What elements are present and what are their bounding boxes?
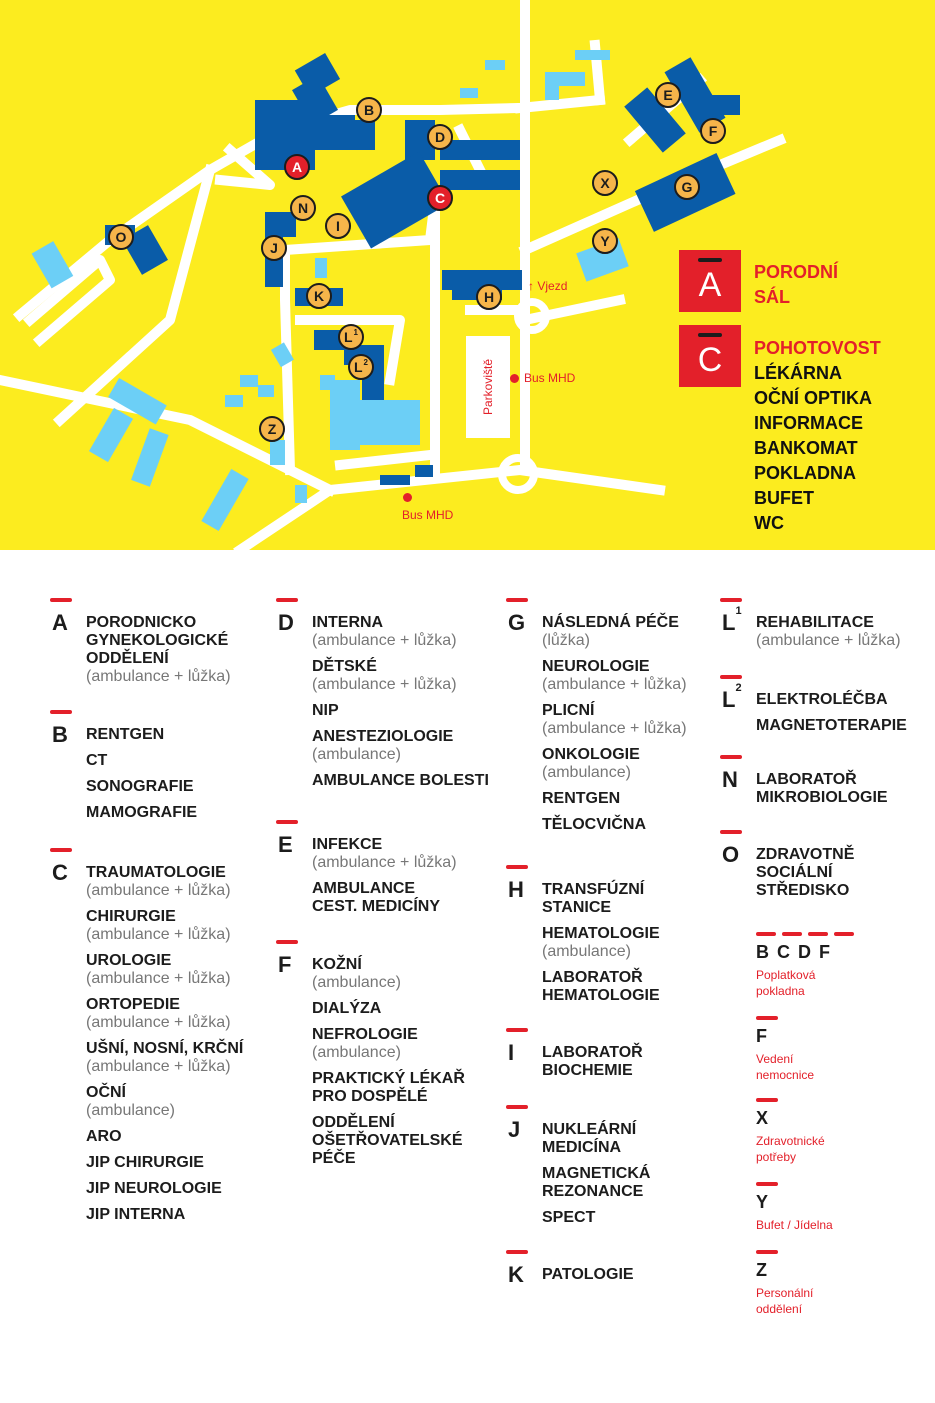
legend-letter: D [278, 610, 294, 635]
department-name: AMBULANCE BOLESTI [312, 772, 489, 789]
department-note: (ambulance) [542, 764, 631, 781]
service-entry [756, 1250, 916, 1317]
department-item [86, 908, 286, 944]
bus-stop-dot [403, 493, 412, 502]
department-item [542, 1165, 742, 1201]
department-name: UŠNÍ, NOSNÍ, KRČNÍ [86, 1040, 244, 1057]
department-name: LABORATOŘ MIKROBIOLOGIE [756, 771, 888, 806]
legend-dash [506, 1105, 528, 1109]
department-item [542, 925, 742, 961]
department-item [312, 880, 512, 916]
department-name: OČNÍ [86, 1084, 126, 1101]
department-item [86, 1128, 286, 1146]
map-marker-a[interactable]: A [284, 154, 310, 180]
department-name: TRAUMATOLOGIE [86, 864, 226, 881]
legend-letter: C [52, 860, 68, 885]
legend-letter: K [508, 1262, 524, 1287]
department-item [86, 752, 286, 770]
service-letters: Y [756, 1192, 777, 1212]
legend-dash [50, 710, 72, 714]
department-name: AMBULANCE CEST. MEDICÍNY [312, 880, 441, 915]
map-marker-i[interactable]: I [325, 213, 351, 239]
service-letters: X [756, 1108, 777, 1128]
department-item [86, 952, 286, 988]
department-item [542, 1044, 742, 1080]
department-name: DĚTSKÉ [312, 658, 377, 675]
entrance-label: ↑ Vjezd [528, 279, 568, 293]
department-item [86, 1206, 286, 1224]
department-item [542, 702, 742, 738]
legend-dash [506, 598, 528, 602]
key-badge-c: C [679, 325, 741, 387]
department-item [756, 771, 935, 807]
department-item [542, 969, 742, 1005]
department-item [86, 778, 286, 796]
department-item [542, 658, 742, 694]
legend-dash [506, 865, 528, 869]
legend-dash [276, 940, 298, 944]
service-description: Personální oddělení [756, 1286, 814, 1316]
legend-dash [50, 598, 72, 602]
department-name: ODDĚLENÍ OŠETŘOVATELSKÉ PÉČE [312, 1114, 463, 1167]
legend [0, 550, 935, 1403]
department-name: PRAKTICKÝ LÉKAŘ PRO DOSPĚLÉ [312, 1070, 465, 1105]
department-note: (ambulance) [312, 1044, 401, 1061]
legend-letter: O [722, 842, 740, 867]
key-c-text: POHOTOVOST LÉKÁRNA OČNÍ OPTIKA INFORMACE BANKOMAT POKLADNA BUFET WC [754, 338, 881, 533]
service-entry [756, 1182, 916, 1233]
bus-stop-label: Bus MHD [402, 508, 454, 522]
service-entry [756, 1016, 916, 1083]
key-a-text: PORODNÍ SÁL [754, 262, 839, 307]
department-note: (ambulance) [312, 746, 401, 763]
department-item [86, 1180, 286, 1198]
department-name: PORODNICKO GYNEKOLOGICKÉ ODDĚLENÍ [86, 614, 229, 667]
map-marker-c[interactable]: C [427, 185, 453, 211]
department-name: JIP CHIRURGIE [86, 1154, 204, 1171]
department-item [756, 614, 935, 650]
legend-letter: $L^2$ [722, 681, 742, 712]
department-note: (ambulance + lůžka) [86, 1014, 231, 1031]
legend-letter: F [278, 952, 292, 977]
legend-letter: G [508, 610, 526, 635]
map-marker-k[interactable]: K [306, 283, 332, 309]
legend-letter: E [278, 832, 293, 857]
department-item [542, 1121, 742, 1157]
department-name: NÁSLEDNÁ PÉČE [542, 614, 679, 631]
department-name: RENTGEN [542, 790, 621, 807]
department-name: LABORATOŘ HEMATOLOGIE [542, 969, 660, 1004]
legend-dash [720, 675, 742, 679]
map-marker-l2[interactable]: L $^2$ [348, 354, 374, 380]
legend-dash [50, 848, 72, 852]
department-item [86, 804, 286, 822]
legend-letter: I [508, 1040, 515, 1065]
department-item [756, 717, 935, 735]
department-name: ORTOPEDIE [86, 996, 180, 1013]
legend-letter: B [52, 722, 68, 747]
department-name: MAGNETOTERAPIE [756, 717, 907, 734]
department-name: JIP INTERNA [86, 1206, 186, 1223]
department-note: (lůžka) [542, 632, 591, 649]
department-note: (ambulance + lůžka) [312, 676, 457, 693]
department-name: JIP NEUROLOGIE [86, 1180, 222, 1197]
service-description: Poplatková pokladna [756, 968, 816, 998]
department-name: RENTGEN [86, 726, 165, 743]
map-marker-g[interactable]: G [674, 174, 700, 200]
department-name: ZDRAVOTNĚ SOCIÁLNÍ STŘEDISKO [756, 846, 855, 899]
department-note: (ambulance) [312, 974, 401, 991]
department-item [756, 691, 935, 709]
department-item [542, 790, 742, 808]
map-marker-l1[interactable]: L $^1$ [338, 324, 364, 350]
department-name: CHIRURGIE [86, 908, 176, 925]
department-item [542, 816, 742, 834]
legend-dash [720, 830, 742, 834]
department-name: PLICNÍ [542, 702, 595, 719]
department-name: NEFROLOGIE [312, 1026, 418, 1043]
department-item [312, 1000, 512, 1018]
department-name: PATOLOGIE [542, 1266, 634, 1283]
parking-label: Parkoviště [481, 358, 495, 416]
department-name: NEUROLOGIE [542, 658, 650, 675]
department-name: NIP [312, 702, 339, 719]
department-item [312, 1026, 512, 1062]
department-note: (ambulance + lůžka) [542, 720, 687, 737]
department-note: (ambulance + lůžka) [86, 970, 231, 987]
legend-dash [276, 820, 298, 824]
map-marker-f[interactable]: F [700, 118, 726, 144]
department-item [312, 1070, 512, 1106]
bus-stop-label: Bus MHD [524, 371, 576, 385]
legend-dash [506, 1028, 528, 1032]
department-item [542, 1266, 742, 1284]
department-name: ANESTEZIOLOGIE [312, 728, 454, 745]
department-item [312, 1114, 512, 1168]
department-name: SONOGRAFIE [86, 778, 194, 795]
department-note: (ambulance + lůžka) [86, 882, 231, 899]
key-badge-a: A [679, 250, 741, 312]
department-name: ARO [86, 1128, 122, 1145]
department-note: (ambulance + lůžka) [86, 668, 231, 685]
department-name: CT [86, 752, 108, 769]
department-item [86, 614, 286, 686]
department-note: (ambulance + lůžka) [86, 1058, 231, 1075]
department-item [86, 1040, 286, 1076]
service-letters: BCDF [756, 942, 838, 962]
service-letters: F [756, 1026, 775, 1046]
department-item [312, 728, 512, 764]
legend-letter: N [722, 767, 738, 792]
map-marker-y[interactable]: Y [592, 228, 618, 254]
department-note: (ambulance) [86, 1102, 175, 1119]
legend-dash [506, 1250, 528, 1254]
department-item [312, 702, 512, 720]
department-item [86, 864, 286, 900]
department-note: (ambulance + lůžka) [542, 676, 687, 693]
department-note: (ambulance) [542, 943, 631, 960]
department-note: (ambulance + lůžka) [312, 854, 457, 871]
department-name: UROLOGIE [86, 952, 172, 969]
department-name: TĚLOCVIČNA [542, 816, 646, 833]
map-marker-z[interactable]: Z [259, 416, 285, 442]
department-name: MAMOGRAFIE [86, 804, 198, 821]
department-name: MAGNETICKÁ REZONANCE [542, 1165, 651, 1200]
map-marker-j[interactable]: J [261, 235, 287, 261]
department-item [542, 881, 742, 917]
department-name: ELEKTROLÉČBA [756, 691, 888, 708]
department-name: DIALÝZA [312, 1000, 382, 1017]
department-item [86, 726, 286, 744]
department-item [542, 746, 742, 782]
legend-letter: J [508, 1117, 521, 1142]
department-name: LABORATOŘ BIOCHEMIE [542, 1044, 643, 1079]
department-note: (ambulance + lůžka) [86, 926, 231, 943]
department-item [312, 956, 512, 992]
map-marker-x[interactable]: X [592, 170, 618, 196]
department-name: KOŽNÍ [312, 956, 362, 973]
legend-letter: H [508, 877, 524, 902]
map-marker-h[interactable]: H [476, 284, 502, 310]
department-item [86, 996, 286, 1032]
department-name: REHABILITACE [756, 614, 874, 631]
legend-dash [276, 598, 298, 602]
department-item [312, 658, 512, 694]
department-item [312, 772, 512, 790]
department-note: (ambulance + lůžka) [756, 632, 901, 649]
service-letters: Z [756, 1260, 775, 1280]
department-name: INFEKCE [312, 836, 383, 853]
department-name: SPECT [542, 1209, 596, 1226]
bus-stop-dot [510, 374, 519, 383]
department-item [86, 1154, 286, 1172]
department-item [756, 846, 935, 900]
legend-dash [720, 755, 742, 759]
department-note: (ambulance + lůžka) [312, 632, 457, 649]
department-item [312, 614, 512, 650]
department-item [86, 1084, 286, 1120]
department-item [542, 1209, 742, 1227]
service-entry [756, 1098, 916, 1165]
department-name: TRANSFÚZNÍ STANICE [542, 881, 645, 916]
map-marker-o[interactable]: O [108, 224, 134, 250]
service-description: Zdravotnické potřeby [756, 1134, 825, 1164]
department-name: ONKOLOGIE [542, 746, 640, 763]
map-marker-d[interactable]: D [427, 124, 453, 150]
department-name: HEMATOLOGIE [542, 925, 660, 942]
legend-letter: A [52, 610, 68, 635]
service-description: Bufet / Jídelna [756, 1218, 833, 1232]
department-name: NUKLEÁRNÍ MEDICÍNA [542, 1121, 637, 1156]
map-marker-b[interactable]: B [356, 97, 382, 123]
legend-dash [720, 598, 742, 602]
service-entry [756, 932, 916, 999]
map-marker-e[interactable]: E [655, 82, 681, 108]
department-item [312, 836, 512, 872]
service-description: Vedení nemocnice [756, 1052, 815, 1082]
campus-map [0, 0, 935, 550]
department-item [542, 614, 742, 650]
map-marker-n[interactable]: N [290, 195, 316, 221]
department-name: INTERNA [312, 614, 384, 631]
legend-letter: $L^1$ [722, 604, 742, 635]
